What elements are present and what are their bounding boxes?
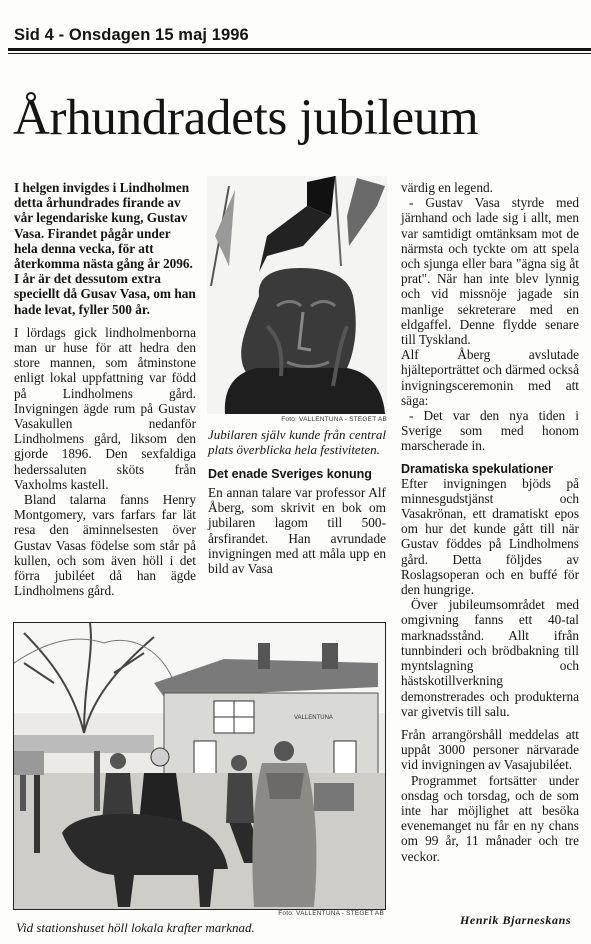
paragraph: värdig en legend. (401, 180, 493, 195)
column-1 (14, 180, 196, 598)
column-2 (208, 427, 386, 576)
byline-signature: Henrik Bjarneskans (460, 913, 572, 927)
subheading: Det enade Sveriges konung (208, 467, 372, 481)
market-photo (13, 622, 386, 910)
quote-paragraph: - Gustav Vasa styrde med järnhand och lade sig i allt, men var samtidigt omtänksam mot de närmsta och tyckte om att spela och sjunga eller bara "ägna sig åt prat". När han inte blev lynnig och vid missnöje jagade sin manlige sekreterare med en eldgaffel. Denne flydde senare till Tyskland. (401, 195, 579, 348)
page-header: Sid 4 - Onsdagen 15 maj 1996 (14, 26, 249, 44)
paragraph: Alf Åberg avslutade hjälteporträttet och därmed också invigningsceremonin med att säga: (401, 347, 579, 408)
market-image (14, 623, 385, 909)
paragraph: I lördags gick lindholmenborna man ur huse för att hedra den store mannen, som åtminstone enligt lokal uppfattning var född på Lindholmens gård. Invigningen ägde rum på Gustav Vasakullen nedanför Lindholmens gård, liksom den gjorde 1896. Den sexfaldiga hederssaluten sköts från Vaxholms kastell. (14, 324, 196, 492)
header-rule-thin (8, 53, 591, 54)
paragraph: Över jubileumsområdet med omgivning fanns ett 40-tal marknadsstånd. Allt ifrån tunnbinderi och brödbakning till myntslagning och hästskotillverkning demonstrerades och produkterna var givetvis till salu. (401, 597, 579, 719)
paragraph: Från arrangörshåll meddelas att uppåt 3000 personer närvarade vid invigningen av Vasajubiléet. (401, 726, 579, 773)
quote-paragraph: - Det var den nya tiden i Sverige som med honom marscherade in. (401, 408, 579, 454)
paragraph: Programmet fortsätter under onsdag och torsdag, och de som inte har möjlighet att besöka evenemanget nu får en ny chans om 99 år, 11 månader och tre veckor. (401, 772, 579, 864)
header-rule-thick (8, 48, 591, 51)
paragraph: En annan talare var professor Alf Åberg, som skrivit en bok om jubilaren lagom till 500-årsfirandet. Han avrundade invigningen med att måla upp en bild av Vasa (208, 485, 386, 577)
station-sign: VALLENTUNA (294, 715, 333, 721)
photo-credit: Foto: VALLENTUNA - STEGET AB (278, 910, 384, 917)
headline: Århundradets jubileum (13, 90, 479, 146)
paragraph: Efter invigningen bjöds på minnesgudstjänst och Vasakrönan, ett dramatiskt epos om hur det kunde gått till när Gustav föddes på Lindholmens gård. Detta följdes av Roslagsoperan och en buffé för den hungrige. (401, 475, 579, 598)
subheading: Dramatiska spekulationer (401, 461, 554, 476)
lead-paragraph: I helgen invigdes i Lindholmen detta århundrades firande av vår legendariske kung, Gustav Vasa. Firandet pågår under hela denna vecka, för att återkomma nästa gång år 2096. I år är det dessutom extra speciellt då Gusav Vasa, om han hade levat, fyller 500 år. (14, 180, 196, 317)
photo-caption: Vid stationshuset höll lokala krafter marknad. (16, 920, 255, 935)
photo-caption: Jubilaren själv kunde från central plats överblicka hela festiviteten. (208, 427, 386, 457)
paragraph: Bland talarna fanns Henry Montgomery, vars farfars far lät resa den äminnelsesten över Gustav Vasas födelse som står på kullen, och som även höll i det förra jubiléet då han ägde Lindholmens gård. (14, 492, 196, 599)
statue-photo (207, 176, 387, 414)
statue-image (207, 176, 387, 414)
column-3 (401, 180, 579, 864)
photo-credit: Foto: VALLENTUNA - STEGET AB (281, 416, 387, 423)
